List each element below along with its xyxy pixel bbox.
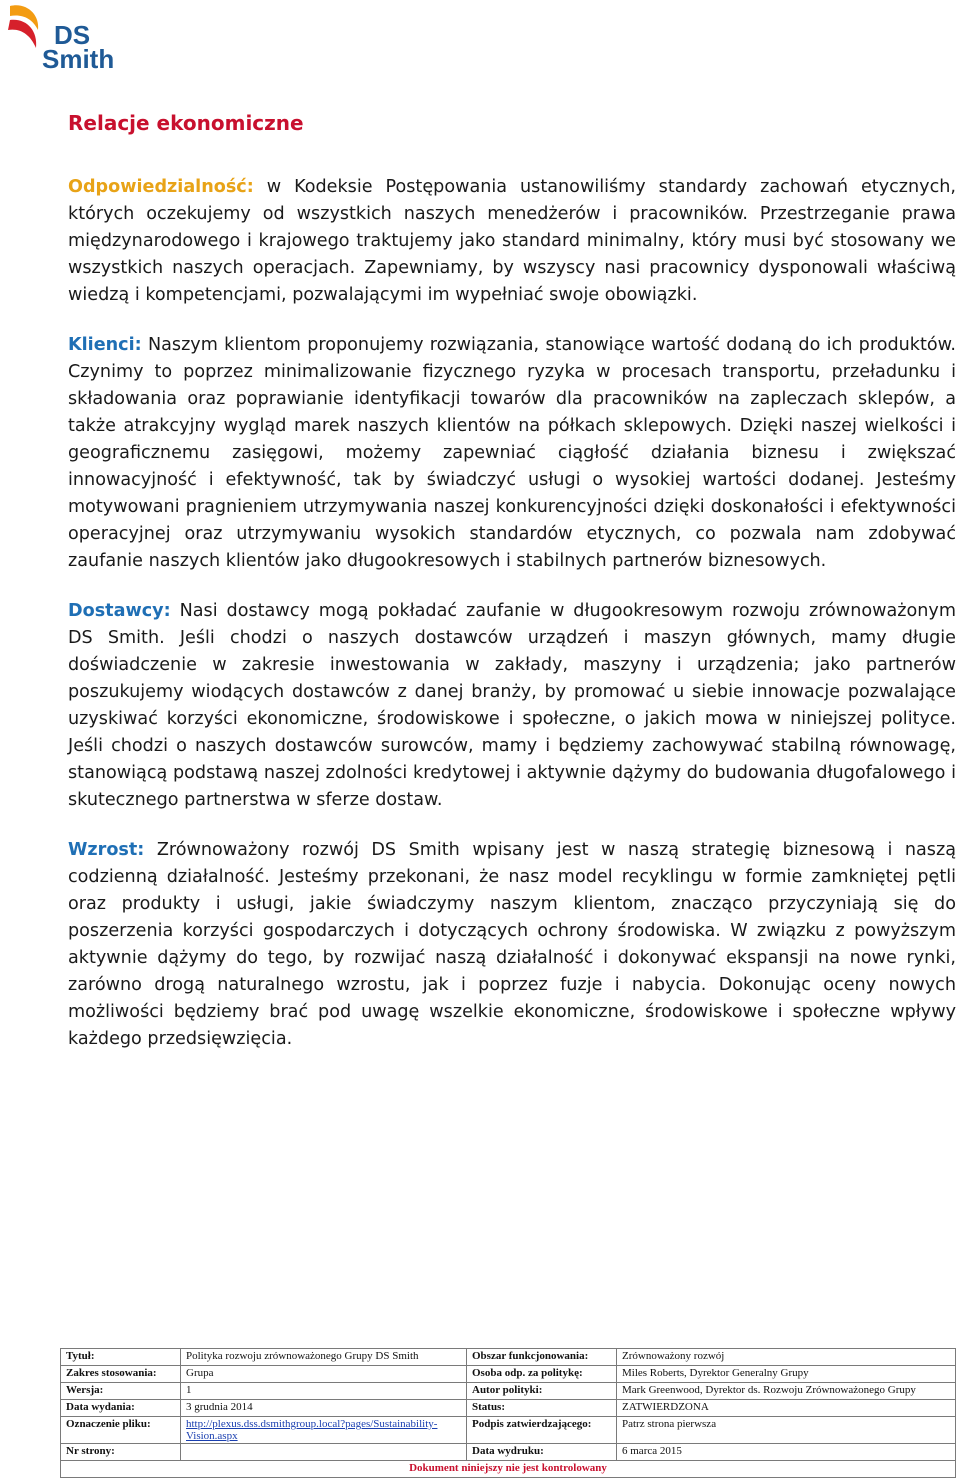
section-lead: Klienci: <box>68 335 142 355</box>
page-title: Relacje ekonomiczne <box>68 111 304 135</box>
table-row <box>61 1417 956 1444</box>
meta-value: Patrz strona pierwsza <box>617 1417 956 1444</box>
table-row <box>61 1349 956 1366</box>
section-lead: Odpowiedzialność: <box>68 177 254 197</box>
section-wzrost <box>68 837 956 1053</box>
document-body <box>68 108 956 1076</box>
meta-label: Obszar funkcjonowania: <box>467 1349 617 1366</box>
meta-label: Oznaczenie pliku: <box>61 1417 181 1444</box>
meta-label: Data wydruku: <box>467 1444 617 1461</box>
section-dostawcy <box>68 598 956 814</box>
meta-value: Miles Roberts, Dyrektor Generalny Grupy <box>617 1366 956 1383</box>
meta-label: Autor polityki: <box>467 1383 617 1400</box>
table-row <box>61 1383 956 1400</box>
file-link[interactable]: http://plexus.dss.dsmithgroup.local?pages/Sustainability-Vision.aspx <box>181 1417 467 1444</box>
table-row <box>61 1444 956 1461</box>
section-lead: Dostawcy: <box>68 601 171 621</box>
section-lead: Wzrost: <box>68 840 145 860</box>
section-text: Zrównoważony rozwój DS Smith wpisany jest w naszą strategię biznesową i naszą codzienną działalność. Jesteśmy przekonani, że nasz model recyklingu w formie zamkniętej pętli oraz produkty i usługi, jakie świadczymy naszym klientom, znacząco przyczyniają się do poszerzenia korzyści gospodarczych i dotyczących ochrony środowiska. W związku z powyższym aktywnie dążymy do tego, by rozwijać naszą działalność i dokonywać ekspansji na nowe rynki, zarówno drogą naturalnego wzrostu, jak i poprzez fuzje i nabycia. Dokonując oceny nowych możliwości będziemy brać pod uwagę wszelkie ekonomiczne, środowiskowe i społeczne wpływy każdego przedsięwzięcia. <box>68 840 956 1049</box>
meta-label: Podpis zatwierdzającego: <box>467 1417 617 1444</box>
section-text: w Kodeksie Postępowania ustanowiliśmy standardy zachowań etycznych, których oczekujemy od wszystkich naszych menedżerów i pracowników. Przestrzeganie prawa międzynarodowego i krajowego traktujemy jako standard minimalny, który musi być stosowany we wszystkich naszych operacjach. Zapewniamy, by wszyscy nasi pracownicy dysponowali właściwą wiedzą i kompetencjami, pozwalającymi im wypełniać swoje obowiązki. <box>68 177 956 305</box>
meta-value: 3 grudnia 2014 <box>181 1400 467 1417</box>
table-row <box>61 1366 956 1383</box>
logo-swoosh-red <box>8 20 36 48</box>
section-text: Naszym klientom proponujemy rozwiązania, stanowiące wartość dodaną do ich produktów. Czynimy to poprzez minimalizowanie fizycznego ryzyka w procesach transportu, przeładunku i składowania oraz poprawianie identyfikacji towarów dla pracowników na zapleczach sklepów, a także atrakcyjny wygląd marek naszych klientów na półkach sklepowych. Dzięki naszej wielkości i geograficznemu zasięgowi, możemy zapewniać ciągłość działania biznesu i zwiększać innowacyjność i efektywność, tak by świadczyć usługi o wysokiej wartości dodanej. Jesteśmy motywowani pragnieniem utrzymywania naszej konkurencyjności dzięki doskonałości i efektywności operacyjnej oraz utrzymywaniu wysokich standardów etycznych, co pozwala nam zdobywać zaufanie naszych klientów jako długookresowych i stabilnych partnerów biznesowych. <box>68 335 956 571</box>
section-klienci <box>68 332 956 575</box>
logo-text-ds: DS <box>54 20 91 50</box>
meta-value: ZATWIERDZONA <box>617 1400 956 1417</box>
meta-value: 6 marca 2015 <box>617 1444 956 1461</box>
meta-value <box>181 1444 467 1461</box>
meta-label: Status: <box>467 1400 617 1417</box>
meta-value: 1 <box>181 1383 467 1400</box>
meta-label: Wersja: <box>61 1383 181 1400</box>
table-row <box>61 1461 956 1478</box>
uncontrolled-document-notice: Dokument niniejszy nie jest kontrolowany <box>61 1461 956 1478</box>
meta-label: Tytuł: <box>61 1349 181 1366</box>
table-row <box>61 1400 956 1417</box>
ds-smith-logo <box>4 0 114 72</box>
section-odpowiedzialnosc <box>68 174 956 309</box>
meta-label: Nr strony: <box>61 1444 181 1461</box>
meta-value: Grupa <box>181 1366 467 1383</box>
meta-label: Osoba odp. za politykę: <box>467 1366 617 1383</box>
document-metadata-table <box>60 1348 956 1478</box>
section-text: Nasi dostawcy mogą pokładać zaufanie w długookresowym rozwoju zrównoważonym DS Smith. Jeśli chodzi o naszych dostawców urządzeń i maszyn głównych, mamy długie doświadczenie w zakresie inwestowania w zakłady, maszyny i urządzenia; jako partnerów poszukujemy wiodących dostawców z danej branży, by promować u siebie innowacje pozwalające uzyskiwać korzyści ekonomiczne, środowiskowe i społeczne, o jakich mowa w niniejszej polityce. Jeśli chodzi o naszych dostawców surowców, mamy i będziemy zachowywać stabilną równowagę, stanowiącą podstawą naszej zdolności kredytowej i aktywnie dążymy do budowania długofalowego i skutecznego partnerstwa w sferze dostaw. <box>68 601 956 810</box>
meta-value: Zrównoważony rozwój <box>617 1349 956 1366</box>
logo-text-smith: Smith <box>42 44 114 72</box>
meta-label: Zakres stosowania: <box>61 1366 181 1383</box>
meta-value: Mark Greenwood, Dyrektor ds. Rozwoju Zrównoważonego Grupy <box>617 1383 956 1400</box>
meta-value: Polityka rozwoju zrównoważonego Grupy DS Smith <box>181 1349 467 1366</box>
meta-label: Data wydania: <box>61 1400 181 1417</box>
